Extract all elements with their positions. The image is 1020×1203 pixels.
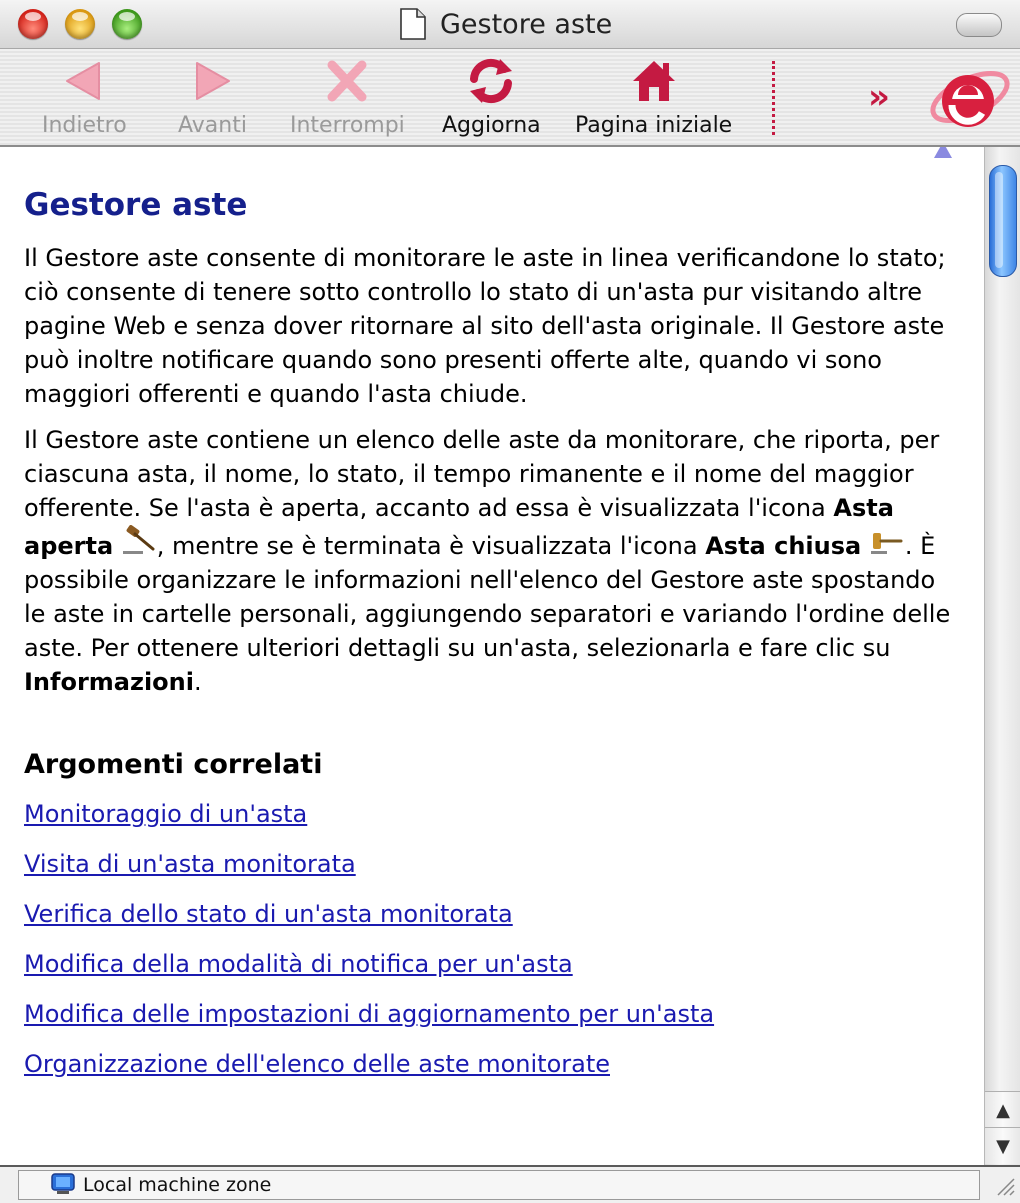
stop-label: Interrompi [290, 113, 405, 138]
back-arrow-icon [57, 55, 111, 107]
related-link-notification[interactable]: Modifica della modalità di notifica per un'asta [24, 950, 573, 978]
page-title: Gestore aste [24, 187, 248, 223]
stop-x-icon [320, 55, 374, 107]
scroll-down-button[interactable]: ▼ [985, 1127, 1020, 1164]
scrollbar-thumb[interactable] [989, 165, 1017, 277]
document-icon [400, 8, 426, 40]
related-link-visit[interactable]: Visita di un'asta monitorata [24, 850, 356, 878]
help-content-pane[interactable] [0, 147, 984, 1165]
resize-grip-icon[interactable] [992, 1173, 1016, 1197]
refresh-button[interactable] [442, 55, 541, 141]
related-link-organize-list[interactable]: Organizzazione dell'elenco delle aste monitorate [24, 1050, 610, 1078]
home-label: Pagina iniziale [575, 113, 733, 138]
open-auction-term: Asta aperta [24, 494, 894, 560]
related-link-update-settings[interactable]: Modifica delle impostazioni di aggiornamento per un'asta [24, 1000, 715, 1028]
zoom-window-button[interactable] [112, 9, 142, 39]
toolbar-toggle-button[interactable] [956, 13, 1002, 37]
status-bar [0, 1165, 1020, 1203]
closed-auction-term: Asta chiusa [705, 532, 862, 560]
description-paragraph [24, 423, 960, 699]
forward-button[interactable] [178, 55, 247, 141]
status-zone-panel [18, 1170, 980, 1200]
home-button[interactable] [575, 55, 732, 141]
paragraph-text: . [193, 668, 202, 696]
minimize-window-button[interactable] [65, 9, 95, 39]
intro-paragraph: Il Gestore aste consente di monitorare le aste in linea verificandone lo stato; ciò consente di tenere sotto controllo lo stato di un'asta pur visitando altre pagine Web e senza dover ritornare al sito dell'asta originale. Il Gestore aste può inoltre notificare quando sono presenti offerte alte, quando vi sono maggiori offerenti e quando l'asta chiude. [24, 244, 946, 408]
window-title-text: Gestore aste [440, 8, 613, 40]
page-top-arrow-icon[interactable] [930, 147, 956, 164]
vertical-scrollbar[interactable] [984, 147, 1020, 1165]
computer-icon [51, 1173, 75, 1195]
information-term: Informazioni [24, 668, 194, 696]
back-button[interactable] [42, 55, 127, 141]
closed-auction-gavel-icon [869, 529, 905, 557]
stop-button[interactable] [290, 55, 405, 141]
open-auction-gavel-icon [121, 525, 157, 557]
related-topics-list [24, 797, 960, 1081]
paragraph-text: Il Gestore aste contiene un elenco delle aste da monitorare, che riporta, per ciascuna asta, il nome, lo stato, il tempo rimanente e il nome del maggior offerente. Se l'asta è aperta, accanto ad essa è visualizzata l'icona [24, 426, 940, 522]
related-topics-heading: Argomenti correlati [24, 749, 323, 780]
toolbar [0, 49, 1020, 147]
forward-arrow-icon [185, 55, 239, 107]
security-zone-text: Local machine zone [83, 1174, 272, 1196]
paragraph-text: , mentre se è terminata è visualizzata l'icona [156, 532, 706, 560]
window-title [400, 6, 612, 42]
back-label: Indietro [42, 113, 127, 138]
forward-label: Avanti [178, 113, 247, 138]
close-window-button[interactable] [18, 9, 48, 39]
title-bar [0, 0, 1020, 49]
scroll-up-button[interactable]: ▲ [985, 1091, 1020, 1128]
related-link-check-status[interactable]: Verifica dello stato di un'asta monitorata [24, 900, 513, 928]
related-link-monitoring[interactable]: Monitoraggio di un'asta [24, 800, 308, 828]
refresh-label: Aggiorna [442, 113, 541, 138]
toolbar-overflow-button[interactable]: » [868, 77, 890, 117]
refresh-icon [464, 55, 518, 107]
internet-explorer-logo-icon [928, 57, 1012, 141]
home-icon [627, 55, 681, 107]
toolbar-separator [772, 61, 775, 135]
paragraph-text: . È possibile organizzare le informazioni nell'elenco del Gestore aste spostando le aste in cartelle personali, aggiungendo separatori e variando l'ordine delle aste. Per ottenere ulteriori dettagli su un'asta, selezionarla e fare clic su [24, 532, 951, 662]
